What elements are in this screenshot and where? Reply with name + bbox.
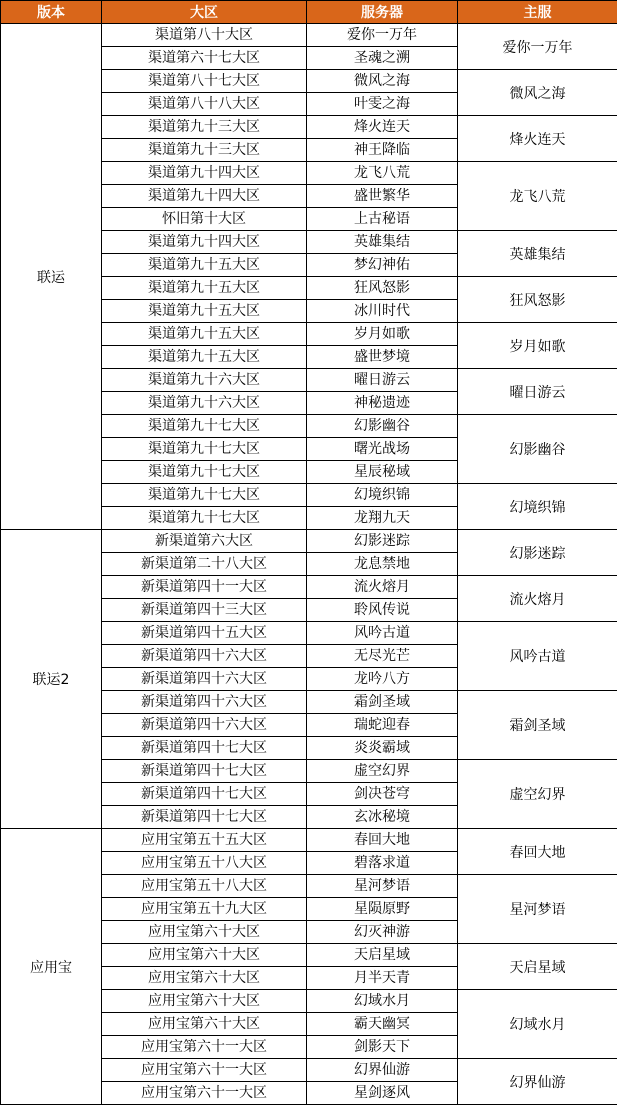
region-cell: 怀旧第十大区 xyxy=(102,208,307,231)
server-cell: 星剑逐风 xyxy=(307,1082,458,1105)
server-cell: 幻影迷踪 xyxy=(307,530,458,553)
server-cell: 星辰秘域 xyxy=(307,461,458,484)
region-cell: 应用宝第六十大区 xyxy=(102,967,307,990)
server-cell: 星陨原野 xyxy=(307,898,458,921)
region-cell: 渠道第九十五大区 xyxy=(102,300,307,323)
main-server-cell: 烽火连天 xyxy=(458,116,617,162)
region-cell: 渠道第九十三大区 xyxy=(102,116,307,139)
server-cell: 龙吟八方 xyxy=(307,668,458,691)
server-cell: 月半天青 xyxy=(307,967,458,990)
region-cell: 应用宝第六十大区 xyxy=(102,944,307,967)
server-cell: 上古秘语 xyxy=(307,208,458,231)
server-cell: 聆风传说 xyxy=(307,599,458,622)
region-cell: 渠道第六十七大区 xyxy=(102,47,307,70)
region-cell: 渠道第九十七大区 xyxy=(102,415,307,438)
server-cell: 幻影幽谷 xyxy=(307,415,458,438)
region-cell: 渠道第九十五大区 xyxy=(102,254,307,277)
region-cell: 渠道第九十五大区 xyxy=(102,346,307,369)
region-cell: 渠道第八十八大区 xyxy=(102,93,307,116)
version-cell: 联运 xyxy=(1,24,102,530)
region-cell: 渠道第九十七大区 xyxy=(102,438,307,461)
server-cell: 霸天幽冥 xyxy=(307,1013,458,1036)
server-cell: 虚空幻界 xyxy=(307,760,458,783)
region-cell: 新渠道第四十六大区 xyxy=(102,714,307,737)
server-cell: 梦幻神佑 xyxy=(307,254,458,277)
server-cell: 龙翔九天 xyxy=(307,507,458,530)
main-server-cell: 岁月如歌 xyxy=(458,323,617,369)
region-cell: 新渠道第四十三大区 xyxy=(102,599,307,622)
header-server: 服务器 xyxy=(307,1,458,24)
region-cell: 应用宝第五十八大区 xyxy=(102,875,307,898)
main-server-cell: 虚空幻界 xyxy=(458,760,617,829)
region-cell: 新渠道第四十六大区 xyxy=(102,645,307,668)
server-cell: 狂风怒影 xyxy=(307,277,458,300)
server-cell: 星河梦语 xyxy=(307,875,458,898)
server-cell: 盛世梦境 xyxy=(307,346,458,369)
header-row xyxy=(1,1,617,24)
server-cell: 冰川时代 xyxy=(307,300,458,323)
region-cell: 渠道第九十三大区 xyxy=(102,139,307,162)
server-cell: 碧落求道 xyxy=(307,852,458,875)
region-cell: 应用宝第六十大区 xyxy=(102,921,307,944)
region-cell: 新渠道第四十六大区 xyxy=(102,691,307,714)
server-cell: 岁月如歌 xyxy=(307,323,458,346)
server-cell: 无尽光芒 xyxy=(307,645,458,668)
region-cell: 渠道第八十七大区 xyxy=(102,70,307,93)
server-cell: 神秘遗迹 xyxy=(307,392,458,415)
server-cell: 叶雯之海 xyxy=(307,93,458,116)
region-cell: 新渠道第四十七大区 xyxy=(102,760,307,783)
server-cell: 爱你一万年 xyxy=(307,24,458,47)
table-row xyxy=(1,24,617,47)
region-cell: 渠道第九十七大区 xyxy=(102,461,307,484)
main-server-cell: 龙飞八荒 xyxy=(458,162,617,231)
region-cell: 新渠道第六大区 xyxy=(102,530,307,553)
region-cell: 渠道第九十六大区 xyxy=(102,392,307,415)
table-row xyxy=(1,829,617,852)
main-server-cell: 风吟古道 xyxy=(458,622,617,691)
main-server-cell: 爱你一万年 xyxy=(458,24,617,70)
main-server-cell: 幻影迷踪 xyxy=(458,530,617,576)
region-cell: 新渠道第四十五大区 xyxy=(102,622,307,645)
region-cell: 渠道第九十七大区 xyxy=(102,507,307,530)
region-cell: 新渠道第四十七大区 xyxy=(102,783,307,806)
server-cell: 春回大地 xyxy=(307,829,458,852)
server-cell: 幻境织锦 xyxy=(307,484,458,507)
version-cell: 应用宝 xyxy=(1,829,102,1105)
server-cell: 瑞蛇迎春 xyxy=(307,714,458,737)
region-cell: 应用宝第六十一大区 xyxy=(102,1036,307,1059)
header-version: 版本 xyxy=(1,1,102,24)
server-cell: 微风之海 xyxy=(307,70,458,93)
region-cell: 应用宝第六十一大区 xyxy=(102,1082,307,1105)
region-cell: 渠道第九十四大区 xyxy=(102,231,307,254)
table-body xyxy=(1,24,617,1105)
main-server-cell: 幻域水月 xyxy=(458,990,617,1059)
main-server-cell: 春回大地 xyxy=(458,829,617,875)
main-server-cell: 幻界仙游 xyxy=(458,1059,617,1105)
region-cell: 新渠道第四十一大区 xyxy=(102,576,307,599)
header-region: 大区 xyxy=(102,1,307,24)
table-row xyxy=(1,530,617,553)
main-server-cell: 幻境织锦 xyxy=(458,484,617,530)
server-cell: 烽火连天 xyxy=(307,116,458,139)
region-cell: 应用宝第六十大区 xyxy=(102,1013,307,1036)
region-cell: 应用宝第六十大区 xyxy=(102,990,307,1013)
region-cell: 应用宝第五十八大区 xyxy=(102,852,307,875)
region-cell: 渠道第九十四大区 xyxy=(102,185,307,208)
main-server-cell: 星河梦语 xyxy=(458,875,617,944)
server-cell: 霜剑圣域 xyxy=(307,691,458,714)
region-cell: 渠道第九十六大区 xyxy=(102,369,307,392)
region-cell: 渠道第八十大区 xyxy=(102,24,307,47)
main-server-cell: 微风之海 xyxy=(458,70,617,116)
server-cell: 炎炎霸域 xyxy=(307,737,458,760)
server-cell: 龙飞八荒 xyxy=(307,162,458,185)
main-server-cell: 霜剑圣域 xyxy=(458,691,617,760)
region-cell: 新渠道第四十六大区 xyxy=(102,668,307,691)
region-cell: 新渠道第二十八大区 xyxy=(102,553,307,576)
server-cell: 剑影天下 xyxy=(307,1036,458,1059)
main-server-cell: 流火熔月 xyxy=(458,576,617,622)
server-cell: 英雄集结 xyxy=(307,231,458,254)
server-cell: 曙光战场 xyxy=(307,438,458,461)
server-cell: 天启星域 xyxy=(307,944,458,967)
server-cell: 神王降临 xyxy=(307,139,458,162)
region-cell: 渠道第九十五大区 xyxy=(102,277,307,300)
main-server-cell: 幻影幽谷 xyxy=(458,415,617,484)
region-cell: 渠道第九十五大区 xyxy=(102,323,307,346)
server-cell: 剑决苍穹 xyxy=(307,783,458,806)
server-cell: 幻域水月 xyxy=(307,990,458,1013)
region-cell: 渠道第九十四大区 xyxy=(102,162,307,185)
region-cell: 新渠道第四十七大区 xyxy=(102,737,307,760)
region-cell: 渠道第九十七大区 xyxy=(102,484,307,507)
main-server-cell: 狂风怒影 xyxy=(458,277,617,323)
server-cell: 风吟古道 xyxy=(307,622,458,645)
region-cell: 新渠道第四十七大区 xyxy=(102,806,307,829)
server-cell: 流火熔月 xyxy=(307,576,458,599)
server-cell: 幻界仙游 xyxy=(307,1059,458,1082)
server-cell: 幻灭神游 xyxy=(307,921,458,944)
server-cell: 曜日游云 xyxy=(307,369,458,392)
main-server-cell: 曜日游云 xyxy=(458,369,617,415)
server-cell: 圣魂之溯 xyxy=(307,47,458,70)
header-main-server: 主服 xyxy=(458,1,617,24)
region-cell: 应用宝第五十九大区 xyxy=(102,898,307,921)
main-server-cell: 天启星域 xyxy=(458,944,617,990)
region-cell: 应用宝第六十一大区 xyxy=(102,1059,307,1082)
server-cell: 盛世繁华 xyxy=(307,185,458,208)
server-cell: 玄冰秘境 xyxy=(307,806,458,829)
server-cell: 龙息禁地 xyxy=(307,553,458,576)
main-server-cell: 英雄集结 xyxy=(458,231,617,277)
version-cell: 联运2 xyxy=(1,530,102,829)
region-cell: 应用宝第五十五大区 xyxy=(102,829,307,852)
